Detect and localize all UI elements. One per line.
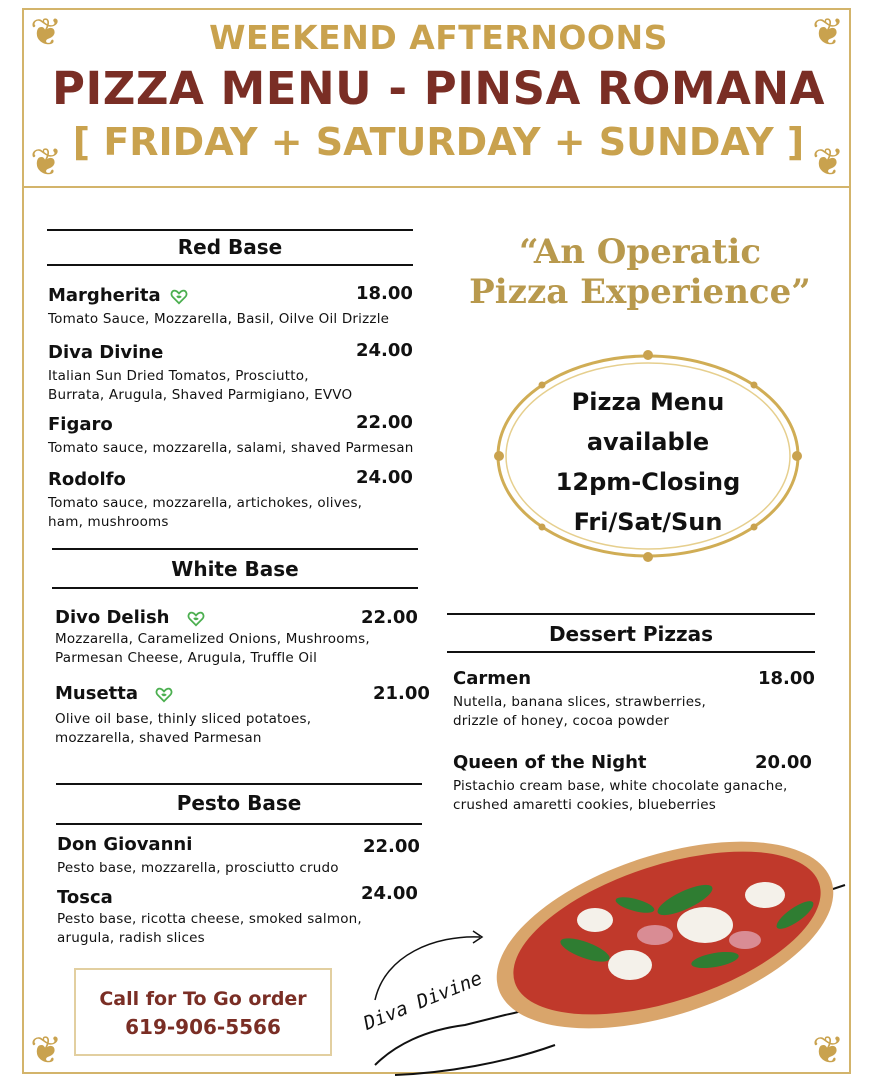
availability-line-4: Fri/Sat/Sun xyxy=(573,508,723,536)
item-desc: crushed amaretti cookies, blueberries xyxy=(453,797,717,813)
white-base-rule-top xyxy=(52,548,418,550)
call-to-order-box xyxy=(74,968,332,1056)
availability-text xyxy=(487,382,809,542)
ornament-top-right: ❦ xyxy=(812,10,844,54)
item-desc: Italian Sun Dried Tomatos, Prosciutto, xyxy=(48,368,309,384)
phone-number[interactable]: 619-906-5566 xyxy=(125,1015,281,1039)
menu-item-musetta xyxy=(55,683,455,748)
item-price: 18.00 xyxy=(758,668,815,689)
item-price: 24.00 xyxy=(356,340,413,361)
item-price: 18.00 xyxy=(356,283,413,304)
dessert-rule-bottom xyxy=(447,651,815,653)
item-desc: Burrata, Arugula, Shaved Parmigiano, EVVO xyxy=(48,387,353,403)
item-desc: arugula, radish slices xyxy=(57,930,205,946)
white-base-title: White Base xyxy=(171,557,299,581)
item-price: 24.00 xyxy=(361,883,418,904)
item-desc: Pesto base, mozzarella, prosciutto crudo xyxy=(57,860,339,876)
item-name: Queen of the Night xyxy=(453,752,647,773)
item-desc: Pesto base, ricotta cheese, smoked salmon, xyxy=(57,911,362,927)
tagline-quote xyxy=(450,232,830,312)
call-label: Call for To Go order xyxy=(99,988,307,1010)
item-name: Rodolfo xyxy=(48,469,126,490)
item-desc: Nutella, banana slices, strawberries, xyxy=(453,694,706,710)
item-desc: Tomato sauce, mozzarella, artichokes, olives, xyxy=(48,495,363,511)
item-name: Figaro xyxy=(48,414,113,435)
heart-leaf-icon xyxy=(170,289,188,305)
quote-line-1: “An Operatic xyxy=(518,232,762,272)
availability-line-3: 12pm-Closing xyxy=(555,468,741,496)
photo-caption: Diva Divine xyxy=(360,967,486,1035)
header-divider xyxy=(24,186,849,188)
red-base-rule-top xyxy=(47,229,413,231)
header-weekend: WEEKEND AFTERNOONS xyxy=(209,18,668,57)
item-desc: ham, mushrooms xyxy=(48,514,169,530)
item-price: 21.00 xyxy=(373,683,430,704)
item-name: Diva Divine xyxy=(48,342,164,363)
menu-item-diva-divine xyxy=(48,342,448,405)
header-days: [ FRIDAY + SATURDAY + SUNDAY ] xyxy=(72,120,805,164)
item-desc: Olive oil base, thinly sliced potatoes, xyxy=(55,711,312,727)
item-desc: Pistachio cream base, white chocolate ganache, xyxy=(453,778,788,794)
ornament-mid-left: ❦ xyxy=(30,140,62,184)
item-name: Don Giovanni xyxy=(57,834,193,855)
item-name: Tosca xyxy=(57,887,113,908)
item-desc: Parmesan Cheese, Arugula, Truffle Oil xyxy=(55,650,318,666)
item-price: 20.00 xyxy=(755,752,812,773)
item-price: 22.00 xyxy=(363,836,420,857)
item-name: Carmen xyxy=(453,668,532,689)
menu-item-queen-of-the-night xyxy=(453,752,848,815)
item-name: Margherita xyxy=(48,285,161,306)
item-price: 24.00 xyxy=(356,467,413,488)
availability-line-2: available xyxy=(586,428,710,456)
item-price: 22.00 xyxy=(361,607,418,628)
menu-item-divo-delish xyxy=(55,607,455,668)
red-base-rule-bottom xyxy=(47,264,413,266)
quote-line-2: Pizza Experience” xyxy=(469,272,811,312)
menu-item-rodolfo xyxy=(48,469,448,532)
dessert-rule-top xyxy=(447,613,815,615)
pesto-base-title: Pesto Base xyxy=(176,791,302,815)
menu-item-figaro xyxy=(48,414,458,458)
item-desc: mozzarella, shaved Parmesan xyxy=(55,730,262,746)
ornament-mid-right: ❦ xyxy=(812,140,844,184)
header-title: PIZZA MENU - PINSA ROMANA xyxy=(52,62,825,115)
heart-leaf-icon xyxy=(155,687,173,703)
item-name: Divo Delish xyxy=(55,607,170,628)
ornament-bottom-left: ❦ xyxy=(30,1028,62,1072)
item-price: 22.00 xyxy=(356,412,413,433)
dessert-title: Dessert Pizzas xyxy=(548,622,714,646)
white-base-rule-bottom xyxy=(52,587,418,589)
item-desc: Mozzarella, Caramelized Onions, Mushrooms, xyxy=(55,631,370,647)
item-desc: drizzle of honey, cocoa powder xyxy=(453,713,670,729)
ornament-bottom-right: ❦ xyxy=(812,1028,844,1072)
menu-item-carmen xyxy=(453,668,843,731)
heart-leaf-icon xyxy=(187,611,205,627)
item-desc: Tomato Sauce, Mozzarella, Basil, Oilve Oil Drizzle xyxy=(48,311,390,327)
menu-item-margherita xyxy=(48,285,448,329)
pesto-base-rule-top xyxy=(56,783,422,785)
item-desc: Tomato sauce, mozzarella, salami, shaved Parmesan xyxy=(48,440,414,456)
pizza-photo xyxy=(355,825,850,1080)
red-base-title: Red Base xyxy=(177,235,283,259)
ornament-top-left: ❦ xyxy=(30,10,62,54)
item-name: Musetta xyxy=(55,683,139,704)
availability-line-1: Pizza Menu xyxy=(571,388,725,416)
